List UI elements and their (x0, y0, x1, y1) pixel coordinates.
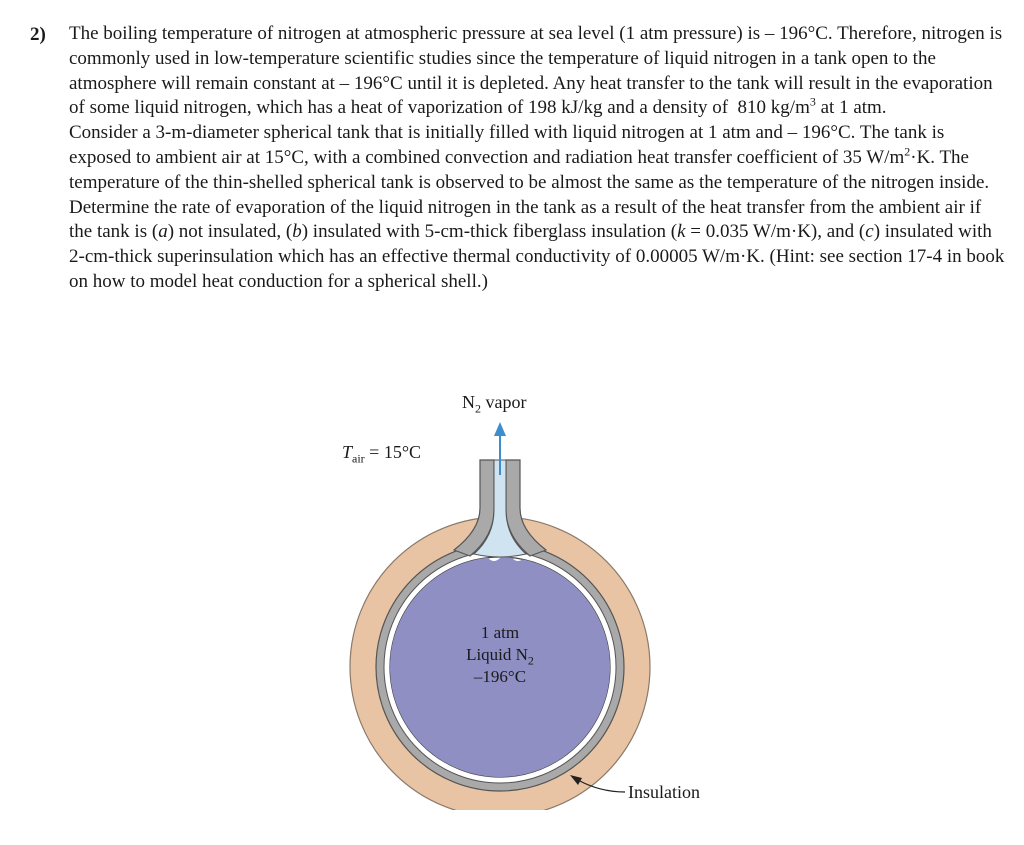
problem-statement (30, 22, 1005, 295)
vapor-label: $N_2$ vapor (462, 392, 527, 416)
question-number: 2) (30, 24, 46, 45)
vapor-arrow-head (494, 422, 506, 436)
liquid-temperature-label: –196°C (473, 667, 527, 686)
insulation-label: Insulation (628, 782, 700, 802)
paragraph-2-text-5: = 0.035 W/m·K), and ( (685, 221, 866, 243)
part-b-letter: b (292, 221, 302, 243)
cubed-superscript: 3 (809, 95, 816, 110)
paragraph-2-text-2: ·K. The temperature of the thin-shelled spherical tank is observed to be almost the same as the temperature of the nitrogen inside. Determine the rate of evaporation of the liquid nitrogen in the tank as a result of the heat transfer from the ambient air if the tank is ( (69, 146, 990, 243)
paragraph-2-text-1: Consider a 3-m-diameter spherical tank that is initially filled with liquid nitrogen at 1 atm and – 196°C. The tank is exposed to ambient air at 15°C, with a combined convection and radiation heat transfer coefficient of 35 W/m (69, 122, 945, 168)
air-temperature-label: $T_{air} = 15^\circ C$ (342, 442, 422, 466)
squared-superscript: 2 (904, 144, 911, 159)
conductivity-symbol: k (677, 221, 686, 243)
tank-figure (320, 380, 740, 810)
paragraph-2-text-3: ) not insulated, ( (167, 221, 293, 243)
liquid-label: Liquid $N_2$ (466, 645, 534, 668)
paragraph-2-text-6: ) insulated with 2-cm-thick superinsulation which has an effective thermal conductivity of 0.00005 W/m·K. (Hint: see section 17-4 in book on how to model heat conduction for a spherical shell.) (69, 221, 1005, 292)
paragraph-1 (69, 22, 1005, 121)
paragraph-2-text-4: ) insulated with 5-cm-thick fiberglass insulation ( (301, 221, 678, 243)
paragraph-1-end: at 1 atm. (815, 97, 887, 119)
part-a-letter: a (158, 221, 168, 243)
tank-contents-label (440, 622, 560, 688)
paragraph-1-text: The boiling temperature of nitrogen at atmospheric pressure at sea level (1 atm pressure) is – 196°C. Therefore, nitrogen is commonly used in low-temperature scientific studies since the temperature of liquid nitrogen in a tank open to the atmosphere will remain constant at – 196°C until it is depleted. Any heat transfer to the tank will result in the evaporation of some liquid nitrogen, which has a heat of vaporization of 198 kJ/kg and a density of 810 kg/m (69, 23, 1003, 119)
paragraph-2 (69, 121, 1005, 295)
problem-body (69, 22, 1005, 295)
part-c-letter: c (865, 221, 874, 243)
pressure-label: 1 atm (480, 623, 520, 642)
